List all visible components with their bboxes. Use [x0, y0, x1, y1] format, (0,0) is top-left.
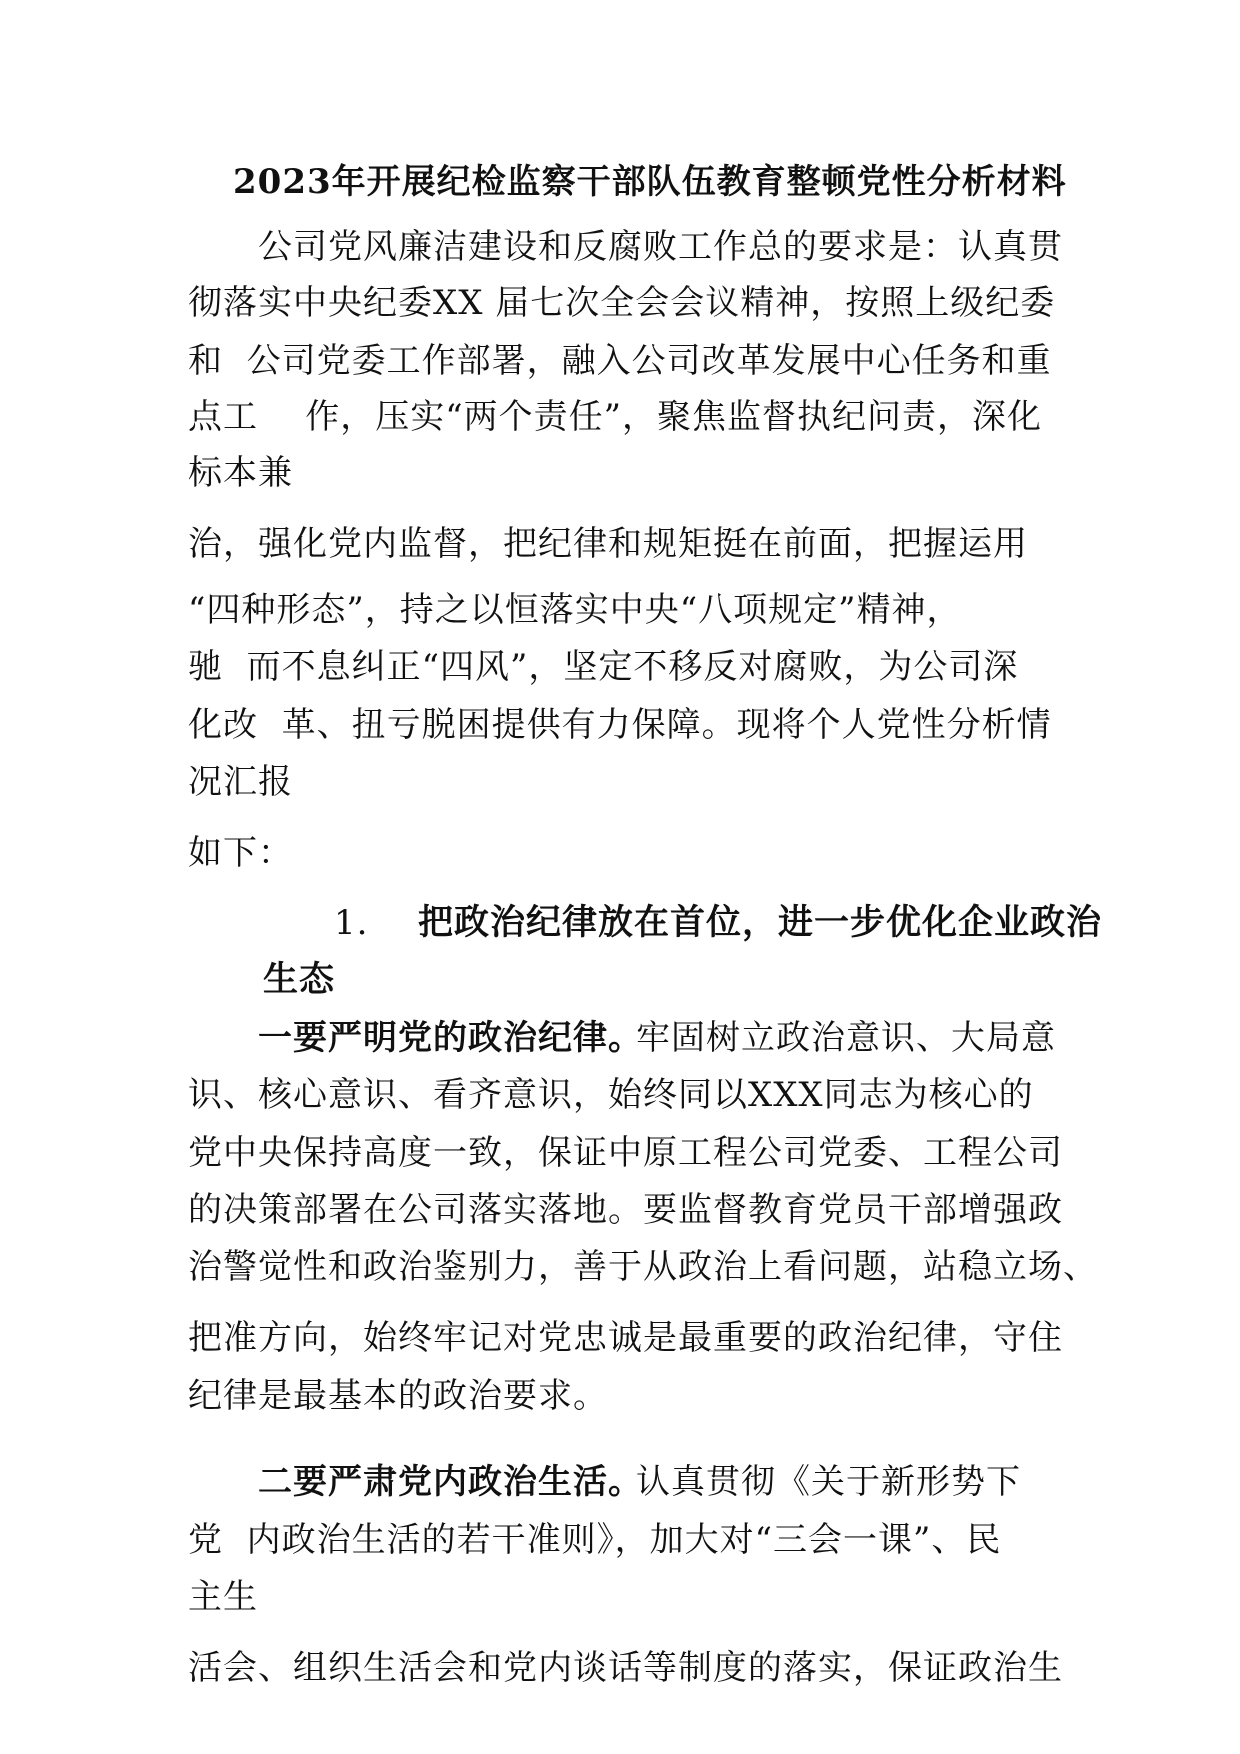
intro-line: 况汇报 [188, 762, 293, 802]
intro-line: 和 公司党委工作部署，融入公司改革发展中心任务和重 [188, 341, 1052, 381]
document-title: 2023年开展纪检监察干部队伍教育整顿党性分析材料 [233, 162, 1067, 202]
paragraph-line: 治警觉性和政治鉴别力，善于从政治上看问题，站稳立场、 [188, 1247, 1098, 1287]
paragraph-line: 识、核心意识、看齐意识，始终同以XXX同志为核心的 [188, 1075, 1034, 1115]
section-heading: 把政治纪律放在首位，进一步优化企业政治 [418, 902, 1103, 943]
paragraph-line: 认真贯彻《关于新形势下 [636, 1462, 1021, 1502]
intro-line: 如下： [188, 833, 293, 873]
paragraph-line: 党中央保持高度一致，保证中原工程公司党委、工程公司 [188, 1133, 1063, 1173]
paragraph-line: 党 内政治生活的若干准则》，加大对“三会一课”、民 [188, 1520, 1002, 1560]
section-heading-continued: 生态 [263, 959, 336, 1000]
paragraph-lead: 二要严肃党内政治生活。 [258, 1462, 643, 1502]
intro-line: 治，强化党内监督，把纪律和规矩挺在前面，把握运用 [188, 524, 1028, 564]
intro-line: 彻落实中央纪委XX 届七次全会会议精神，按照上级纪委 [188, 283, 1056, 323]
paragraph-line: 牢固树立政治意识、大局意 [636, 1018, 1056, 1058]
intro-line: 标本兼 [188, 453, 293, 493]
paragraph-line: 主生 [188, 1577, 258, 1617]
paragraph-line: 纪律是最基本的政治要求。 [188, 1376, 608, 1416]
intro-line: 点工 作，压实“两个责任”，聚焦监督执纪问责，深化 [188, 397, 1042, 437]
intro-line: “四种形态”，持之以恒落实中央“八项规定”精神， [188, 590, 962, 630]
paragraph-line: 活会、组织生活会和党内谈话等制度的落实，保证政治生 [188, 1648, 1063, 1688]
paragraph-line: 的决策部署在公司落实落地。要监督教育党员干部增强政 [188, 1190, 1063, 1230]
section-number: 1. [334, 903, 369, 943]
paragraph-line: 把准方向，始终牢记对党忠诚是最重要的政治纪律，守住 [188, 1318, 1063, 1358]
paragraph-lead: 一要严明党的政治纪律。 [258, 1018, 643, 1058]
intro-line: 驰 而不息纠正“四风”，坚定不移反对腐败，为公司深 [188, 647, 1019, 687]
intro-line: 化改 革、扭亏脱困提供有力保障。现将个人党性分析情 [188, 705, 1052, 745]
intro-line: 公司党风廉洁建设和反腐败工作总的要求是：认真贯 [258, 227, 1063, 267]
